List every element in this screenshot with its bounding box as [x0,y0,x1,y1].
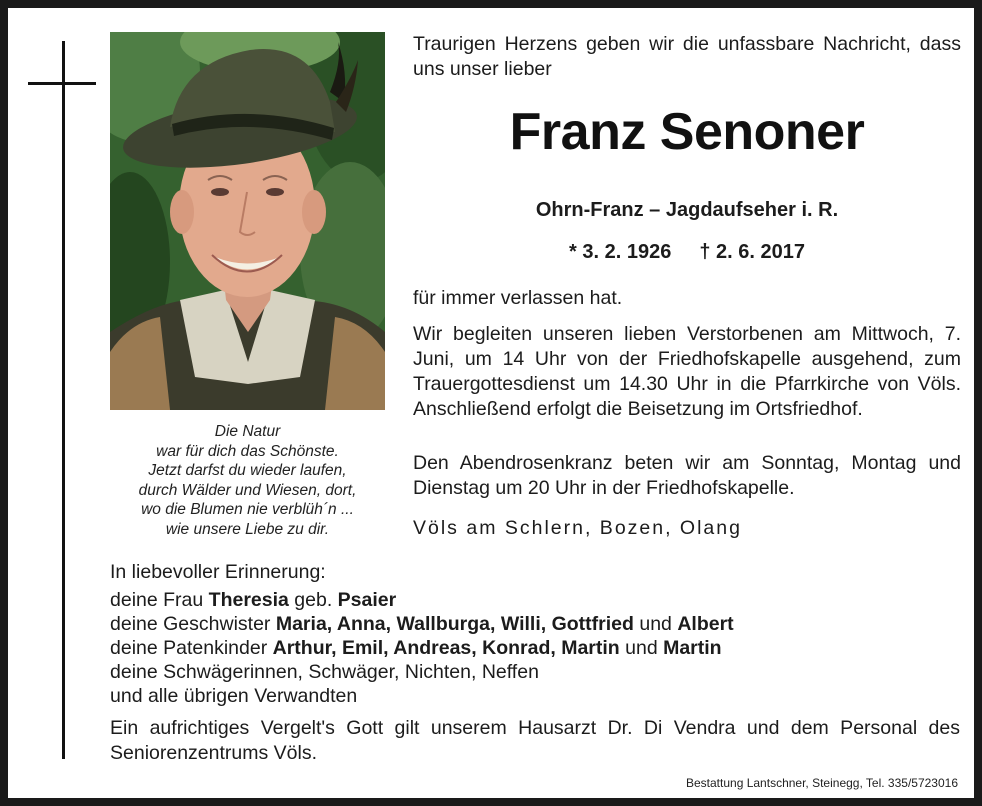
godchildren-last: Martin [663,637,722,659]
wife-maiden-name: Psaier [337,589,397,611]
deceased-name: Franz Senoner [509,103,865,161]
deceased-portrait-photo [110,32,385,410]
relatives-wife [110,588,970,612]
rosary-details: Den Abendrosenkranz beten wir am Sonntag, Montag und Dienstag um 20 Uhr in der Friedhofskapelle. [413,452,961,499]
places-line: Völs am Schlern, Bozen, Olang [413,517,742,539]
funeral-home-footer: Bestattung Lantschner, Steinegg, Tel. 335/5723016 [686,776,958,790]
poem-line: durch Wälder und Wiesen, dort, [138,481,357,499]
siblings-names: Maria, Anna, Wallburga, Willi, Gottfried [275,613,634,635]
relatives-inlaws: deine Schwägerinnen, Schwäger, Nichten, Neffen [110,661,539,683]
passed-away-text: für immer verlassen hat. [413,287,623,309]
life-dates [413,240,961,264]
intro-text: Traurigen Herzens geben wir die unfassbare Nachricht, dass uns unser lieber [413,33,961,80]
siblings-prefix: deine Geschwister [110,613,271,635]
poem-line: war für dich das Schönste. [156,442,339,460]
funeral-details: Wir begleiten unseren lieben Verstorbenen am Mittwoch, 7. Juni, um 14 Uhr von der Friedhofskapelle ausgehend, zum Trauergottesdienst um 14.30 Uhr in die Pfarrkirche von Völs. Anschließend erfolgt die Beisetzung im Ortsfriedhof. [413,323,961,420]
obituary-notice [8,8,974,798]
poem-line: wie unsere Liebe zu dir. [165,520,330,538]
poem-line: Jetzt darfst du wieder laufen, [148,462,347,480]
poem-line: wo die Blumen nie verblüh´n ... [141,501,354,519]
wife-geb: geb. [294,589,333,611]
relatives-siblings [110,612,970,636]
memorial-poem [110,422,385,540]
godchildren-names: Arthur, Emil, Andreas, Konrad, Martin [272,637,620,659]
death-date: † 2. 6. 2017 [699,241,805,263]
siblings-and: und [639,613,672,635]
nickname-occupation: Ohrn-Franz – Jagdaufseher i. R. [535,199,839,221]
relatives-others: und alle übrigen Verwandten [110,685,358,707]
siblings-last: Albert [677,613,734,635]
godchildren-prefix: deine Patenkinder [110,637,268,659]
thanks-text: Ein aufrichtiges Vergelt's Gott gilt unserem Hausarzt Dr. Di Vendra und dem Personal des Seniorenzentrums Völs. [110,717,960,764]
memory-heading: In liebevoller Erinnerung: [110,561,326,583]
birth-date: * 3. 2. 1926 [569,241,672,263]
wife-name: Theresia [208,589,289,611]
wife-prefix: deine Frau [110,589,204,611]
cross-horizontal-bar [28,82,96,85]
relatives-godchildren [110,636,970,660]
godchildren-and: und [625,637,658,659]
poem-line: Die Natur [214,423,281,440]
cross-vertical-bar [62,41,65,759]
